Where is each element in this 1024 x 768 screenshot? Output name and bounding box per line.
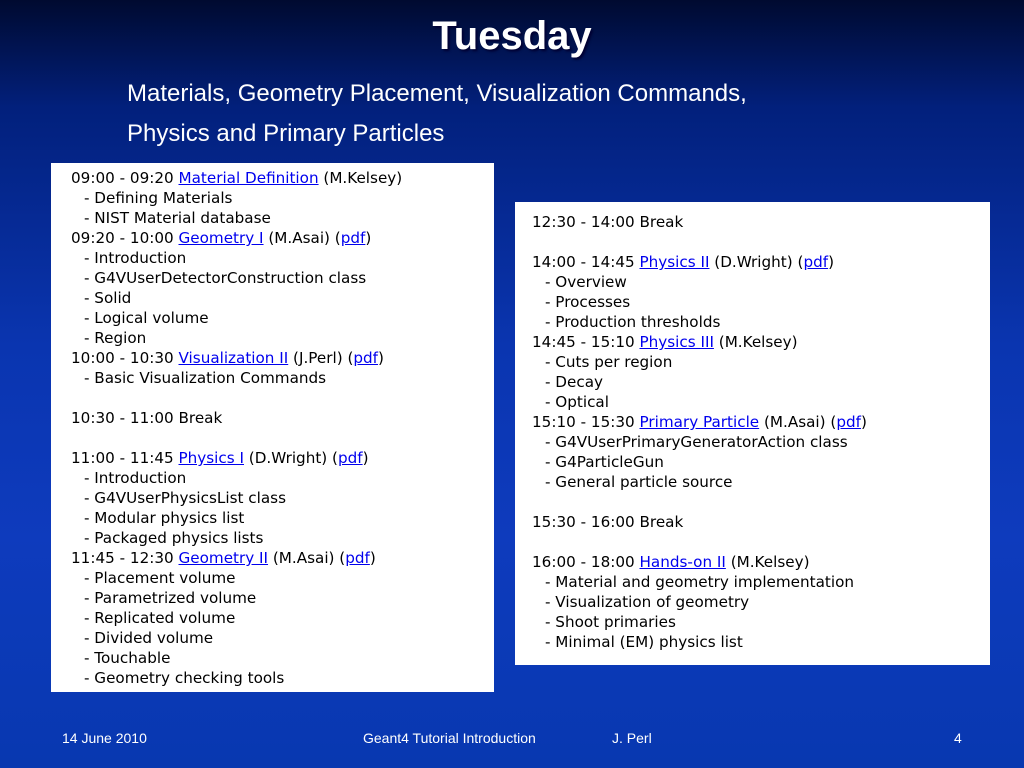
topic-text: - Divided volume — [84, 629, 214, 647]
pdf-link[interactable]: pdf — [345, 549, 370, 567]
pdf-link[interactable]: pdf — [337, 449, 363, 467]
session-time: 09:00 - 09:20 — [71, 169, 174, 187]
session-time: 14:45 - 15:10 — [532, 333, 635, 351]
topic-item — [532, 392, 990, 412]
session-speaker: (M.Asai) ( — [759, 413, 837, 431]
session-link[interactable]: Material Definition — [178, 169, 319, 187]
topic-item — [71, 308, 494, 328]
topic-text: - Optical — [545, 393, 609, 411]
session-speaker: (D.Wright) ( — [243, 449, 338, 467]
session-time: 11:45 - 12:30 — [71, 549, 174, 567]
spacer-line — [532, 232, 990, 252]
topic-text: - Touchable — [84, 649, 171, 667]
footer-date: 14 June 2010 — [62, 730, 147, 746]
topic-item — [71, 288, 494, 308]
topic-item — [532, 472, 990, 492]
topic-item — [532, 592, 990, 612]
session-entry — [532, 252, 990, 272]
topic-text: - Decay — [545, 373, 603, 391]
break-entry — [532, 512, 990, 532]
session-entry — [532, 332, 990, 352]
schedule-panel-morning — [51, 163, 494, 692]
session-speaker: (D.Wright) ( — [709, 253, 804, 271]
session-entry — [532, 552, 990, 572]
session-time: 09:20 - 10:00 — [71, 229, 174, 247]
session-speaker: (M.Kelsey) — [713, 333, 798, 351]
spacer-line — [71, 388, 494, 408]
session-entry — [71, 348, 494, 368]
topic-item — [532, 632, 990, 652]
slide-subtitle — [127, 74, 907, 154]
topic-item — [71, 568, 494, 588]
topic-text: - Overview — [545, 273, 627, 291]
topic-text: - Parametrized volume — [84, 589, 257, 607]
topic-text: - Visualization of geometry — [545, 593, 750, 611]
topic-item — [71, 488, 494, 508]
slide-title: Tuesday — [432, 14, 592, 58]
topic-text: - Shoot primaries — [545, 613, 676, 631]
schedule-panel-afternoon — [515, 202, 990, 665]
session-speaker: (M.Asai) ( — [268, 549, 346, 567]
topic-item — [71, 668, 494, 688]
topic-text: - NIST Material database — [84, 209, 271, 227]
topic-item — [532, 372, 990, 392]
session-speaker: (M.Kelsey) — [725, 553, 810, 571]
session-entry — [71, 168, 494, 188]
topic-text: - Production thresholds — [545, 313, 721, 331]
topic-text: - Region — [84, 329, 147, 347]
topic-text: - G4ParticleGun — [545, 453, 664, 471]
topic-item — [532, 352, 990, 372]
topic-text: - Basic Visualization Commands — [84, 369, 327, 387]
paren-close: ) — [378, 349, 384, 367]
pdf-link[interactable]: pdf — [803, 253, 829, 271]
topic-text: - Material and geometry implementation — [545, 573, 855, 591]
topic-item — [71, 648, 494, 668]
topic-item — [532, 272, 990, 292]
subtitle-line-1: Materials, Geometry Placement, Visualization Commands, — [127, 80, 747, 107]
session-speaker: (M.Asai) ( — [263, 229, 341, 247]
paren-close: ) — [860, 413, 867, 431]
topic-text: - Processes — [545, 293, 631, 311]
subtitle-line-2: Physics and Primary Particles — [127, 120, 445, 147]
topic-item — [71, 368, 494, 388]
paren-close: ) — [828, 253, 835, 271]
pdf-link[interactable]: pdf — [836, 413, 861, 431]
topic-text: - Introduction — [84, 469, 187, 487]
session-link[interactable]: Hands-on II — [639, 553, 726, 571]
session-entry — [71, 448, 494, 468]
footer-title: Geant4 Tutorial Introduction — [363, 730, 536, 746]
paren-close: ) — [362, 449, 369, 467]
session-time: 14:00 - 14:45 — [532, 253, 635, 271]
topic-item — [71, 208, 494, 228]
topic-item — [71, 328, 494, 348]
topic-text: - Geometry checking tools — [84, 669, 285, 687]
topic-text: - G4VUserPhysicsList class — [84, 489, 286, 507]
topic-item — [532, 452, 990, 472]
topic-text: - Solid — [84, 289, 132, 307]
pdf-link[interactable]: pdf — [340, 229, 366, 247]
spacer-line — [532, 532, 990, 552]
session-speaker: (M.Kelsey) — [318, 169, 403, 187]
break-text: 15:30 - 16:00 Break — [532, 513, 684, 531]
topic-item — [71, 188, 494, 208]
session-time: 10:00 - 10:30 — [71, 349, 174, 367]
topic-text: - Packaged physics lists — [84, 529, 264, 547]
session-time: 15:10 - 15:30 — [532, 413, 635, 431]
topic-item — [532, 572, 990, 592]
session-link[interactable]: Physics II — [639, 253, 710, 271]
topic-item — [71, 608, 494, 628]
topic-text: - G4VUserDetectorConstruction class — [84, 269, 367, 287]
topic-text: - Replicated volume — [84, 609, 236, 627]
break-text: 10:30 - 11:00 Break — [71, 409, 223, 427]
topic-text: - Minimal (EM) physics list — [545, 633, 743, 651]
break-text: 12:30 - 14:00 Break — [532, 213, 684, 231]
footer-page-number: 4 — [954, 730, 962, 746]
topic-item — [71, 528, 494, 548]
footer-author: J. Perl — [612, 730, 652, 746]
session-entry — [71, 548, 494, 568]
topic-item — [71, 588, 494, 608]
topic-text: - Placement volume — [84, 569, 236, 587]
topic-item — [532, 292, 990, 312]
topic-text: - Cuts per region — [545, 353, 673, 371]
break-entry — [71, 408, 494, 428]
topic-text: - G4VUserPrimaryGeneratorAction class — [545, 433, 848, 451]
spacer-line — [532, 492, 990, 512]
topic-item — [71, 508, 494, 528]
session-entry — [532, 412, 990, 432]
break-entry — [532, 212, 990, 232]
topic-text: - Introduction — [84, 249, 187, 267]
paren-close: ) — [369, 549, 376, 567]
topic-item — [71, 268, 494, 288]
topic-text: - Defining Materials — [84, 189, 233, 207]
session-entry — [71, 228, 494, 248]
spacer-line — [71, 428, 494, 448]
session-link[interactable]: Visualization II — [178, 349, 289, 367]
session-link[interactable]: Primary Particle — [639, 413, 760, 431]
session-link[interactable]: Geometry I — [178, 229, 264, 247]
topic-item — [532, 612, 990, 632]
session-link[interactable]: Geometry II — [178, 549, 269, 567]
topic-text: - Logical volume — [84, 309, 209, 327]
session-link[interactable]: Physics III — [639, 333, 714, 351]
session-link[interactable]: Physics I — [178, 449, 244, 467]
session-speaker: (J.Perl) ( — [288, 349, 354, 367]
session-time: 16:00 - 18:00 — [532, 553, 635, 571]
topic-item — [71, 248, 494, 268]
topic-item — [71, 628, 494, 648]
topic-item — [532, 312, 990, 332]
topic-item — [532, 432, 990, 452]
session-time: 11:00 - 11:45 — [71, 449, 174, 467]
pdf-link[interactable]: pdf — [353, 349, 379, 367]
topic-text: - General particle source — [545, 473, 733, 491]
paren-close: ) — [365, 229, 372, 247]
topic-item — [71, 468, 494, 488]
topic-text: - Modular physics list — [84, 509, 245, 527]
